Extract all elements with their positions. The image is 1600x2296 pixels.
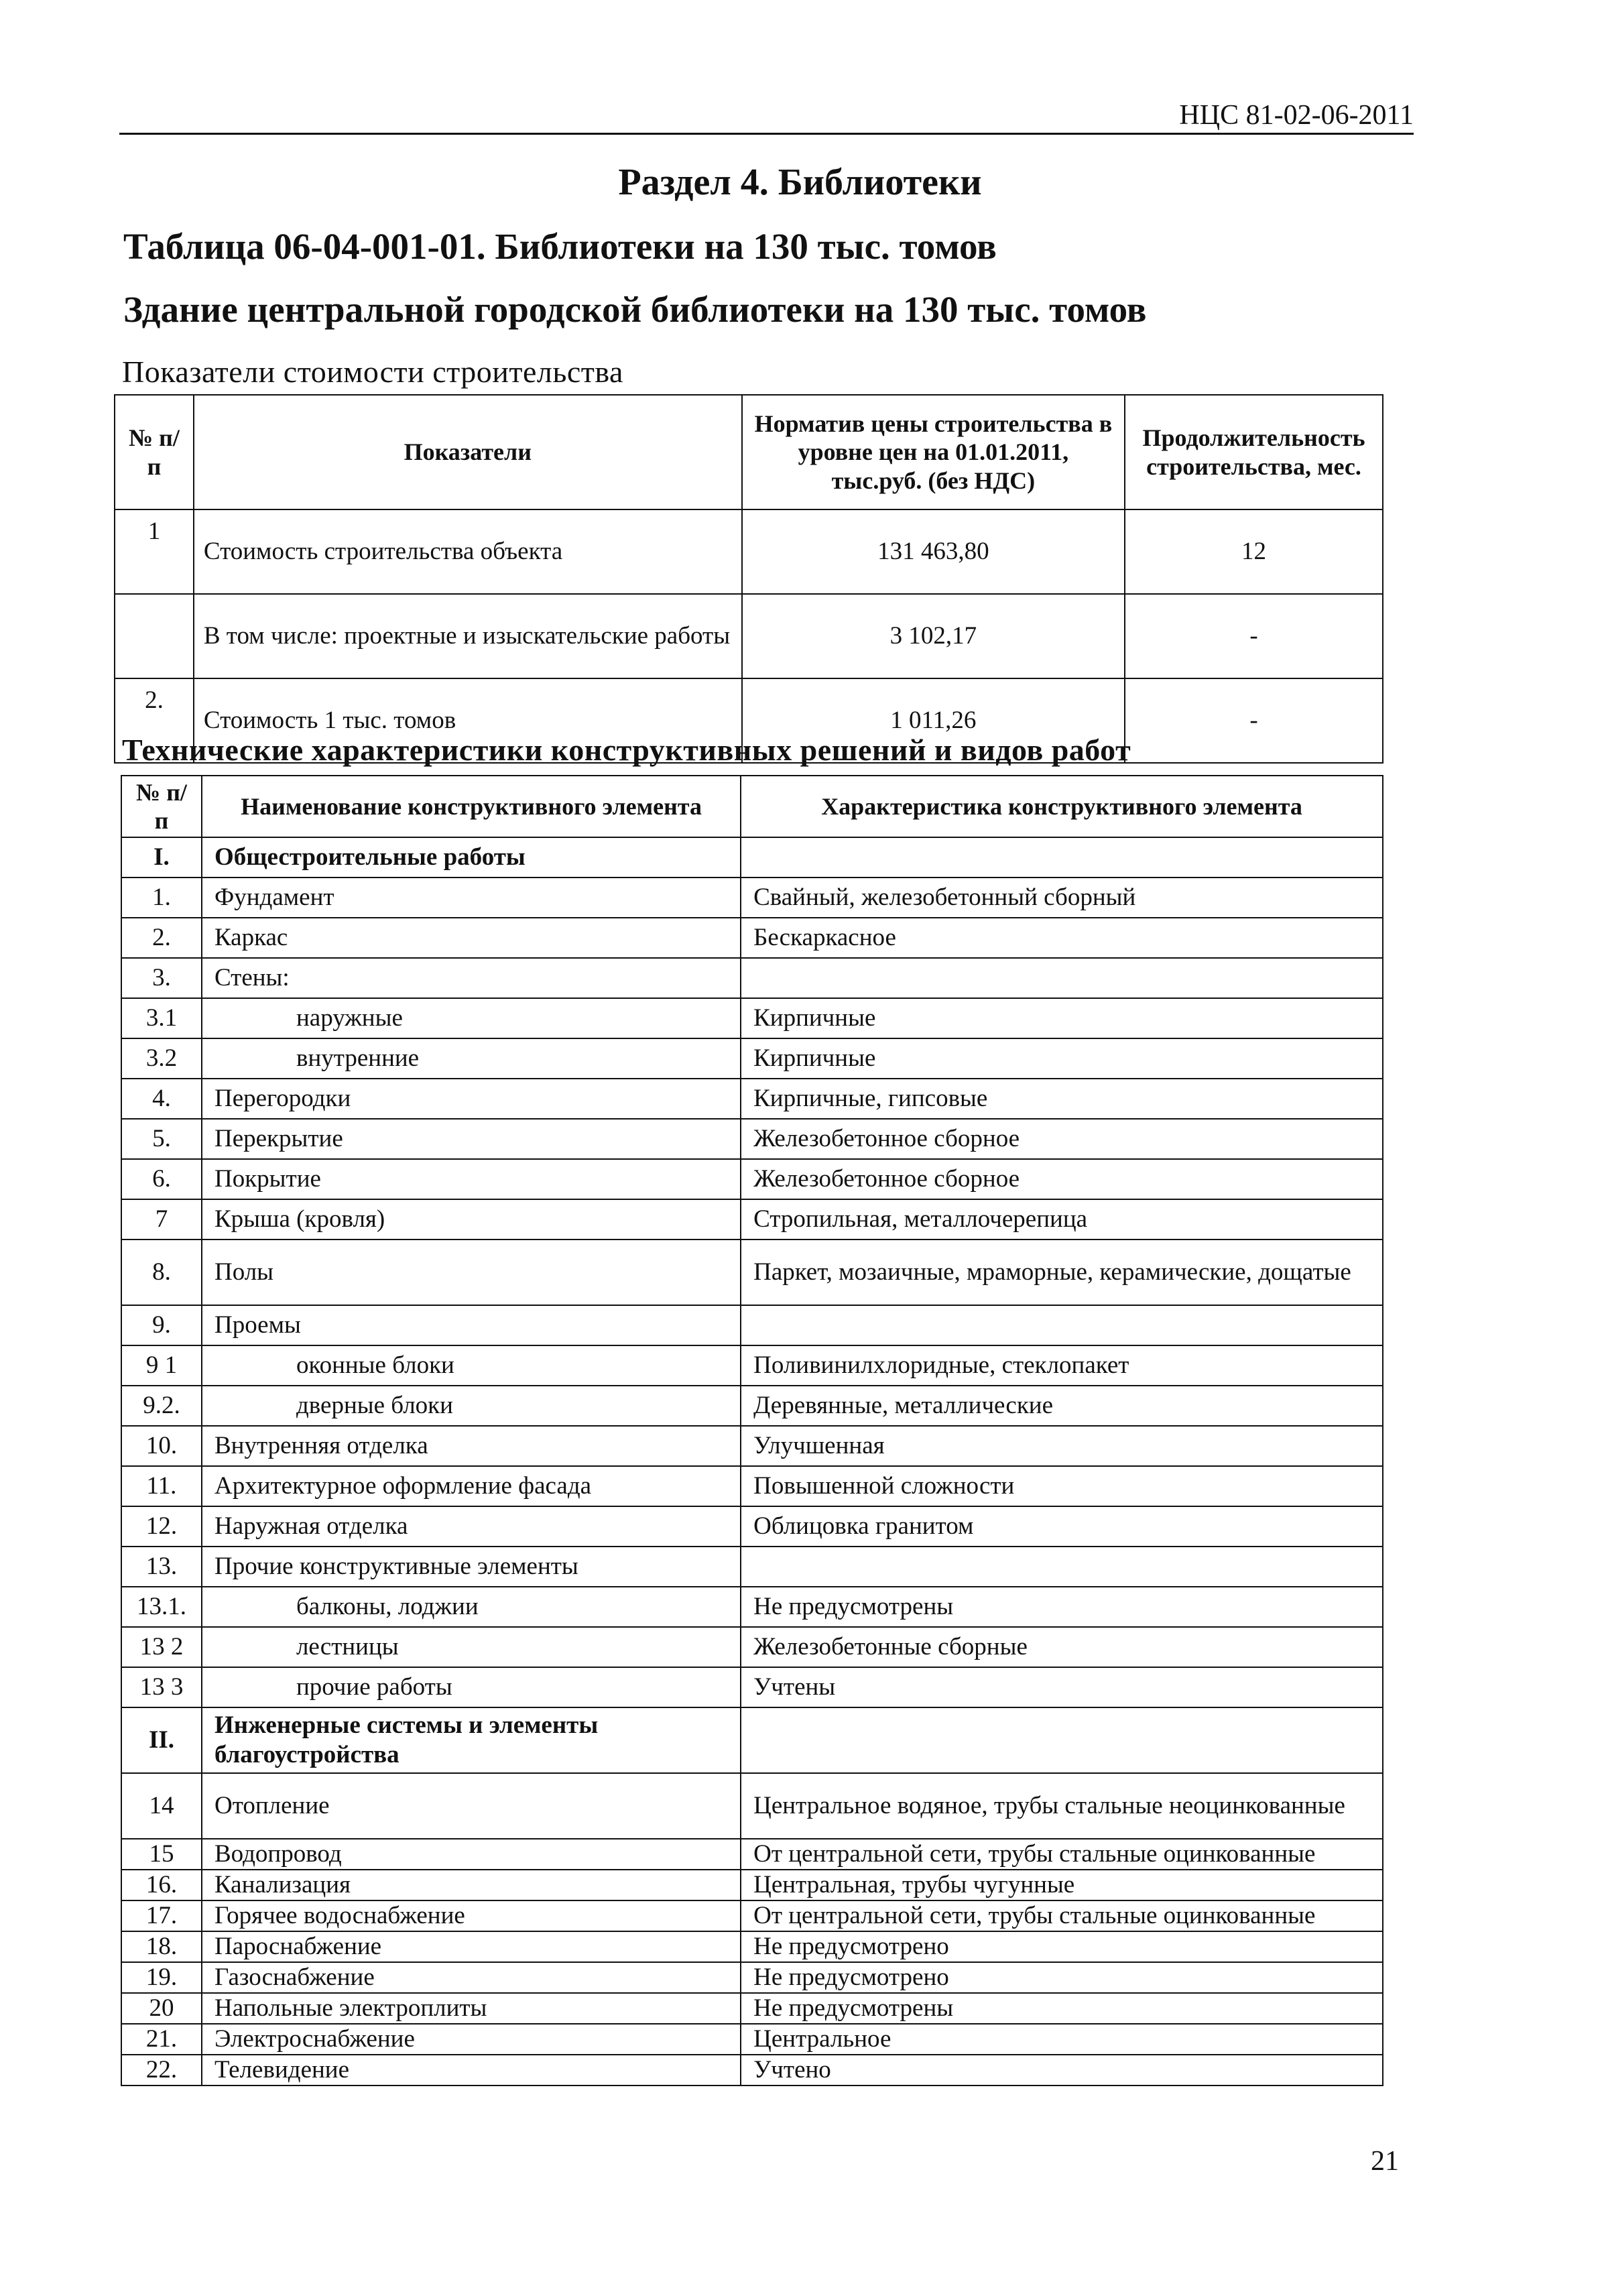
tech-row bbox=[121, 1931, 1383, 1962]
cell-element-name: Внутренняя отделка bbox=[202, 1426, 741, 1466]
section-title: Раздел 4. Библиотеки bbox=[618, 162, 982, 203]
cell-element-desc: Повышенной сложности bbox=[741, 1466, 1383, 1506]
cell-element-desc: Железобетонное сборное bbox=[741, 1119, 1383, 1159]
tech-row bbox=[121, 1667, 1383, 1707]
cell-element-name: Горячее водоснабжение bbox=[202, 1900, 741, 1931]
cell-element-desc bbox=[741, 837, 1383, 878]
tech-row bbox=[121, 1870, 1383, 1900]
cell-price: 131 463,80 bbox=[742, 509, 1125, 594]
cell-num: 15 bbox=[121, 1839, 202, 1870]
cell-num bbox=[115, 594, 194, 678]
tech-row bbox=[121, 837, 1383, 878]
cell-element-name: Инженерные системы и элементы благоустройства bbox=[202, 1707, 741, 1773]
tech-row bbox=[121, 1159, 1383, 1199]
cell-num: 12. bbox=[121, 1506, 202, 1547]
cell-element-name: лестницы bbox=[202, 1627, 741, 1667]
cell-num: 18. bbox=[121, 1931, 202, 1962]
cell-num: 3.2 bbox=[121, 1038, 202, 1079]
cell-num: II. bbox=[121, 1707, 202, 1773]
cell-element-desc: Стропильная, металлочерепица bbox=[741, 1199, 1383, 1240]
cell-element-desc: Центральная, трубы чугунные bbox=[741, 1870, 1383, 1900]
cell-indicator: Стоимость строительства объекта bbox=[194, 509, 742, 594]
cell-element-desc bbox=[741, 1305, 1383, 1345]
cell-num: 9. bbox=[121, 1305, 202, 1345]
cell-num: 10. bbox=[121, 1426, 202, 1466]
cell-element-name: Напольные электроплиты bbox=[202, 1993, 741, 2024]
tech-row bbox=[121, 1506, 1383, 1547]
cell-element-desc: Не предусмотрены bbox=[741, 1587, 1383, 1627]
cell-indicator: В том числе: проектные и изыскательские работы bbox=[194, 594, 742, 678]
table-title: Таблица 06-04-001-01. Библиотеки на 130 тыс. томов bbox=[123, 226, 997, 267]
cell-element-name: прочие работы bbox=[202, 1667, 741, 1707]
cell-num: 9 1 bbox=[121, 1345, 202, 1386]
cell-element-desc bbox=[741, 1547, 1383, 1587]
header-rule bbox=[119, 133, 1414, 135]
cell-element-desc: Не предусмотрено bbox=[741, 1962, 1383, 1993]
cell-num: 1 bbox=[115, 509, 194, 594]
header-element-name: Наименование конструктивного элемента bbox=[202, 776, 741, 837]
tech-row bbox=[121, 1707, 1383, 1773]
tech-section-title: Технические характеристики конструктивных решений и видов работ bbox=[122, 733, 1131, 767]
tech-row bbox=[121, 1962, 1383, 1993]
tech-row bbox=[121, 1587, 1383, 1627]
cell-num: 13 2 bbox=[121, 1627, 202, 1667]
header-duration: Продолжительность строительства, мес. bbox=[1125, 395, 1383, 509]
tech-row bbox=[121, 2024, 1383, 2055]
document-code: НЦС 81-02-06-2011 bbox=[1179, 100, 1414, 131]
tech-row bbox=[121, 1240, 1383, 1305]
cell-element-name: Перегородки bbox=[202, 1079, 741, 1119]
cell-element-desc bbox=[741, 1707, 1383, 1773]
cell-element-desc: Железобетонное сборное bbox=[741, 1159, 1383, 1199]
cell-element-name: Стены: bbox=[202, 958, 741, 998]
cell-num: 8. bbox=[121, 1240, 202, 1305]
tech-row bbox=[121, 1627, 1383, 1667]
cell-element-name: Электроснабжение bbox=[202, 2024, 741, 2055]
header-indicator: Показатели bbox=[194, 395, 742, 509]
tech-row bbox=[121, 1305, 1383, 1345]
cell-num: 1. bbox=[121, 878, 202, 918]
header-num: № п/п bbox=[121, 776, 202, 837]
cell-element-desc: Не предусмотрено bbox=[741, 1931, 1383, 1962]
cell-num: 13. bbox=[121, 1547, 202, 1587]
cell-element-desc: От центральной сети, трубы стальные оцинкованные bbox=[741, 1839, 1383, 1870]
cost-row bbox=[115, 594, 1383, 678]
cell-element-desc: Свайный, железобетонный сборный bbox=[741, 878, 1383, 918]
cell-element-desc: Деревянные, металлические bbox=[741, 1386, 1383, 1426]
cell-element-name: Архитектурное оформление фасада bbox=[202, 1466, 741, 1506]
cell-element-name: Отопление bbox=[202, 1773, 741, 1839]
cell-element-desc: Не предусмотрены bbox=[741, 1993, 1383, 2024]
header-element-desc: Характеристика конструктивного элемента bbox=[741, 776, 1383, 837]
cell-duration: - bbox=[1125, 678, 1383, 763]
cost-table bbox=[114, 394, 1383, 764]
cell-element-name: Полы bbox=[202, 1240, 741, 1305]
cell-num: 14 bbox=[121, 1773, 202, 1839]
cell-element-name: Проемы bbox=[202, 1305, 741, 1345]
cell-element-name: наружные bbox=[202, 998, 741, 1038]
tech-row bbox=[121, 918, 1383, 958]
cell-element-desc: Облицовка гранитом bbox=[741, 1506, 1383, 1547]
tech-row bbox=[121, 1386, 1383, 1426]
cell-element-name: Фундамент bbox=[202, 878, 741, 918]
cell-element-name: Общестроительные работы bbox=[202, 837, 741, 878]
tech-table bbox=[121, 775, 1383, 2086]
cost-row bbox=[115, 509, 1383, 594]
cell-num: 3. bbox=[121, 958, 202, 998]
cell-element-name: Прочие конструктивные элементы bbox=[202, 1547, 741, 1587]
page-number: 21 bbox=[1371, 2146, 1399, 2177]
cell-num: 6. bbox=[121, 1159, 202, 1199]
cell-element-name: дверные блоки bbox=[202, 1386, 741, 1426]
cell-element-name: оконные блоки bbox=[202, 1345, 741, 1386]
cell-element-name: Телевидение bbox=[202, 2055, 741, 2086]
cell-element-desc: Железобетонные сборные bbox=[741, 1627, 1383, 1667]
cell-element-desc: Центральное водяное, трубы стальные неоцинкованные bbox=[741, 1773, 1383, 1839]
tech-row bbox=[121, 1038, 1383, 1079]
cell-element-name: Каркас bbox=[202, 918, 741, 958]
cell-element-name: балконы, лоджии bbox=[202, 1587, 741, 1627]
cell-element-name: Пароснабжение bbox=[202, 1931, 741, 1962]
cell-num: 2. bbox=[115, 678, 194, 763]
cell-num: 4. bbox=[121, 1079, 202, 1119]
cell-element-desc: Учтено bbox=[741, 2055, 1383, 2086]
cell-num: 11. bbox=[121, 1466, 202, 1506]
tech-row bbox=[121, 1079, 1383, 1119]
tech-row bbox=[121, 1773, 1383, 1839]
tech-row bbox=[121, 1119, 1383, 1159]
tech-row bbox=[121, 1993, 1383, 2024]
cell-duration: 12 bbox=[1125, 509, 1383, 594]
cell-num: 16. bbox=[121, 1870, 202, 1900]
cell-num: 9.2. bbox=[121, 1386, 202, 1426]
tech-row bbox=[121, 1547, 1383, 1587]
cell-num: 5. bbox=[121, 1119, 202, 1159]
cell-element-desc: Поливинилхлоридные, стеклопакет bbox=[741, 1345, 1383, 1386]
cell-num: 19. bbox=[121, 1962, 202, 1993]
tech-row bbox=[121, 1900, 1383, 1931]
cell-element-name: Водопровод bbox=[202, 1839, 741, 1870]
cell-element-name: Канализация bbox=[202, 1870, 741, 1900]
tech-row bbox=[121, 1199, 1383, 1240]
cell-num: 17. bbox=[121, 1900, 202, 1931]
cell-element-name: внутренние bbox=[202, 1038, 741, 1079]
cell-element-name: Наружная отделка bbox=[202, 1506, 741, 1547]
cell-num: 2. bbox=[121, 918, 202, 958]
cell-num: I. bbox=[121, 837, 202, 878]
cell-element-desc: От центральной сети, трубы стальные оцинкованные bbox=[741, 1900, 1383, 1931]
cost-table-header bbox=[115, 395, 1383, 509]
cell-num: 13 3 bbox=[121, 1667, 202, 1707]
cell-element-name: Перекрытие bbox=[202, 1119, 741, 1159]
cell-element-desc bbox=[741, 958, 1383, 998]
tech-row bbox=[121, 2055, 1383, 2086]
cell-price: 1 011,26 bbox=[742, 678, 1125, 763]
cell-element-desc: Центральное bbox=[741, 2024, 1383, 2055]
cell-element-desc: Кирпичные bbox=[741, 998, 1383, 1038]
cell-element-desc: Кирпичные bbox=[741, 1038, 1383, 1079]
cell-num: 13.1. bbox=[121, 1587, 202, 1627]
cost-section-title: Показатели стоимости строительства bbox=[122, 355, 623, 389]
header-num: № п/п bbox=[115, 395, 194, 509]
cell-price: 3 102,17 bbox=[742, 594, 1125, 678]
building-title: Здание центральной городской библиотеки на 130 тыс. томов bbox=[123, 289, 1147, 330]
tech-row bbox=[121, 958, 1383, 998]
cell-num: 22. bbox=[121, 2055, 202, 2086]
tech-row bbox=[121, 1426, 1383, 1466]
tech-table-header bbox=[121, 776, 1383, 837]
tech-row bbox=[121, 1345, 1383, 1386]
cell-indicator: Стоимость 1 тыс. томов bbox=[194, 678, 742, 763]
cell-element-name: Покрытие bbox=[202, 1159, 741, 1199]
cell-element-desc: Бескаркасное bbox=[741, 918, 1383, 958]
cell-num: 20 bbox=[121, 1993, 202, 2024]
cell-element-desc: Кирпичные, гипсовые bbox=[741, 1079, 1383, 1119]
header-price: Норматив цены строительства в уровне цен на 01.01.2011, тыс.руб. (без НДС) bbox=[742, 395, 1125, 509]
tech-row bbox=[121, 998, 1383, 1038]
cell-num: 7 bbox=[121, 1199, 202, 1240]
cell-element-desc: Улучшенная bbox=[741, 1426, 1383, 1466]
cell-element-name: Крыша (кровля) bbox=[202, 1199, 741, 1240]
cell-num: 3.1 bbox=[121, 998, 202, 1038]
cell-element-desc: Учтены bbox=[741, 1667, 1383, 1707]
tech-row bbox=[121, 878, 1383, 918]
cell-element-desc: Паркет, мозаичные, мраморные, керамические, дощатые bbox=[741, 1240, 1383, 1305]
tech-row bbox=[121, 1466, 1383, 1506]
cell-num: 21. bbox=[121, 2024, 202, 2055]
cell-element-name: Газоснабжение bbox=[202, 1962, 741, 1993]
tech-row bbox=[121, 1839, 1383, 1870]
cell-duration: - bbox=[1125, 594, 1383, 678]
